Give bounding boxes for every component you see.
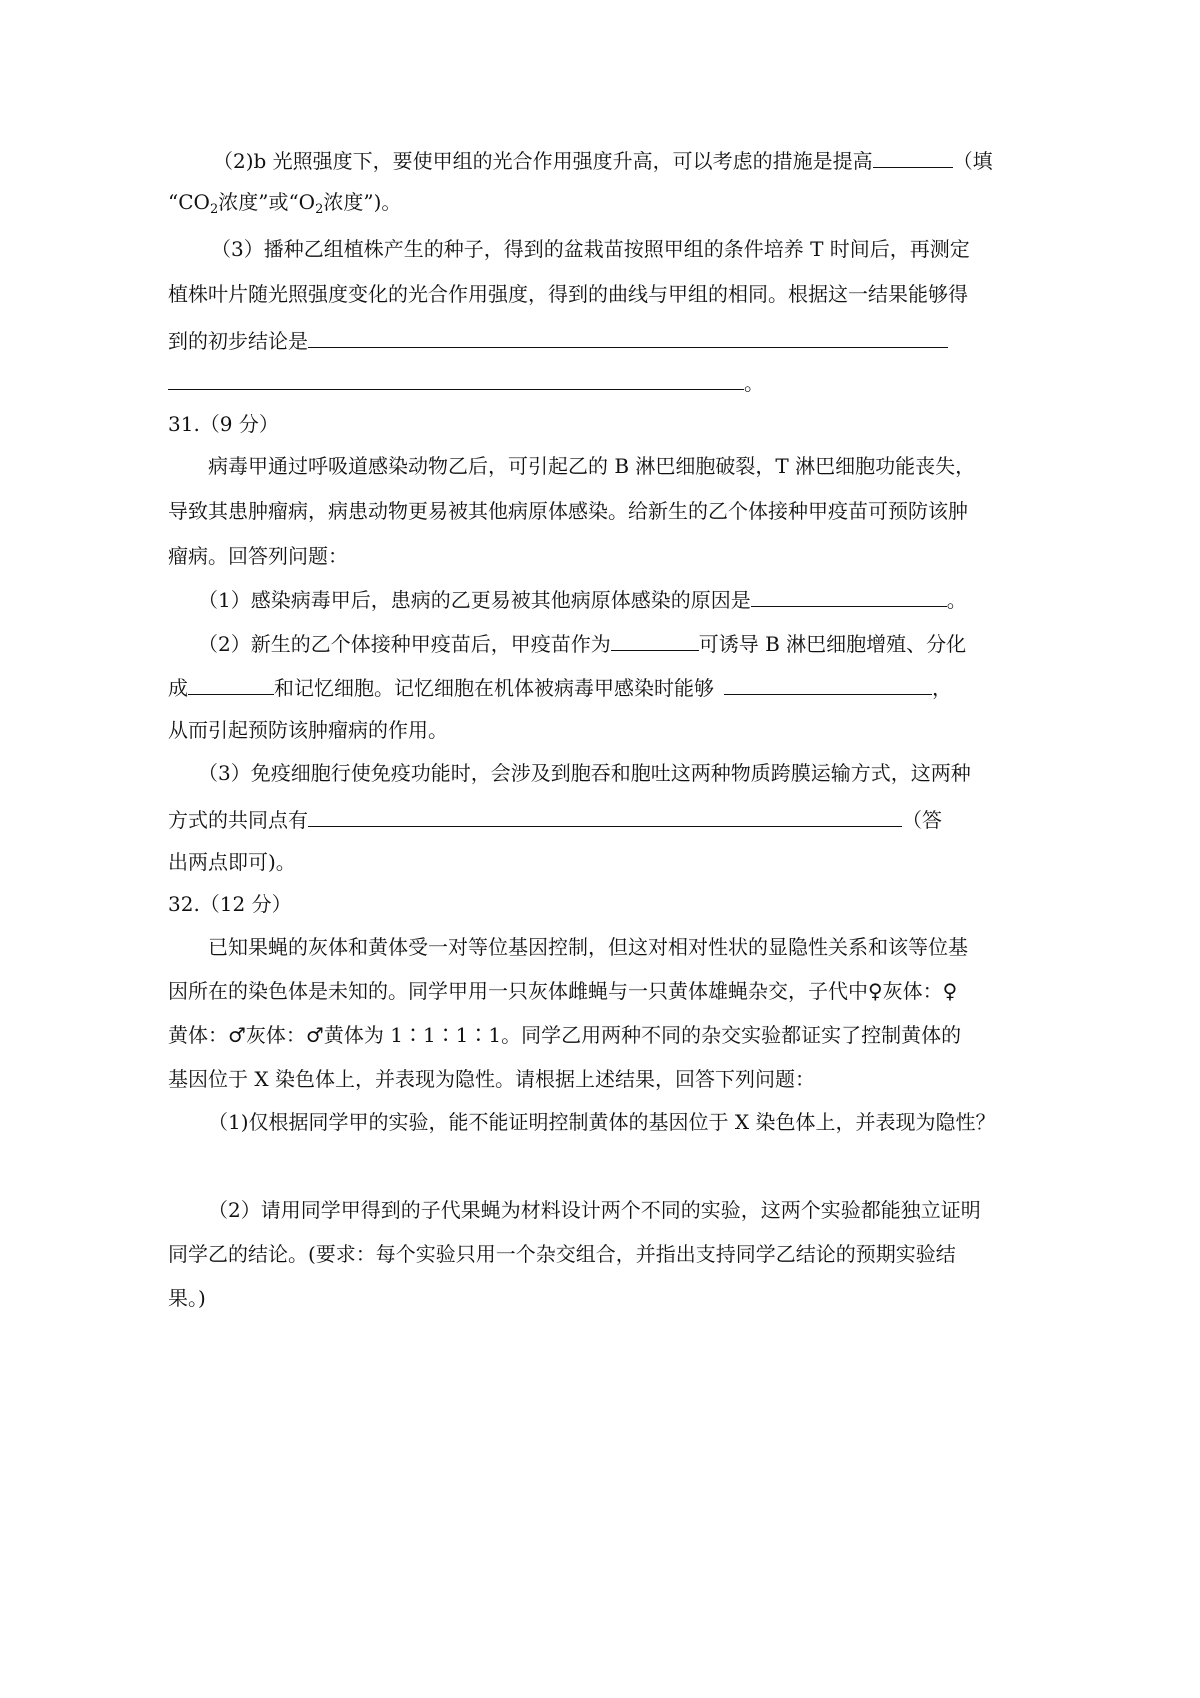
- q32-intro-line1: 已知果蝇的灰体和黄体受一对等位基因控制，但这对相对性状的显隐性关系和该等位基: [208, 935, 968, 959]
- q30-part2-line2: [168, 188, 401, 216]
- q31-part2-line3: 从而引起预防该肿瘤病的作用。: [168, 718, 448, 742]
- answer-blank[interactable]: [751, 584, 947, 607]
- q32-part2-line3: 果。): [168, 1286, 206, 1310]
- q31-part3-line2: [168, 804, 942, 834]
- q30-part3-line3: [168, 325, 948, 355]
- co2-subscript: 2: [209, 202, 219, 217]
- q31-part3-line3: 出两点即可)。: [168, 850, 296, 874]
- q31-header: 31.（9 分）: [168, 412, 279, 436]
- o2-subscript: 2: [315, 202, 324, 217]
- q30-part3-end: 。: [744, 371, 764, 395]
- answer-blank[interactable]: [873, 145, 953, 168]
- q31-part3-text: 方式的共同点有: [168, 808, 308, 832]
- q31-part1-text: （1）感染病毒甲后，患病的乙更易被其他病原体感染的原因是: [198, 588, 751, 612]
- q31-part3-line1: （3）免疫细胞行使免疫功能时，会涉及到胞吞和胞吐这两种物质跨膜运输方式，这两种: [198, 761, 971, 785]
- q31-part2-text-e: ，: [932, 676, 952, 700]
- answer-blank[interactable]: [724, 672, 932, 695]
- q31-intro-line1: 病毒甲通过呼吸道感染动物乙后，可引起乙的 B 淋巴细胞破裂，T 淋巴细胞功能丧失，: [208, 454, 976, 478]
- q31-part2-line2: [168, 672, 952, 702]
- q31-part2-text: （2）新生的乙个体接种甲疫苗后，甲疫苗作为: [198, 632, 611, 656]
- q31-part3-text-c: （答: [902, 808, 942, 832]
- q30-part2-line1: [213, 145, 993, 175]
- q31-intro-line2: 导致其患肿瘤病，病患动物更易被其他病原体感染。给新生的乙个体接种甲疫苗可预防该肿: [168, 499, 968, 523]
- q32-part1: （1)仅根据同学甲的实验，能不能证明控制黄体的基因位于 X 染色体上，并表现为隐性？: [208, 1110, 996, 1134]
- answer-blank[interactable]: [168, 367, 744, 390]
- q31-part1-end: 。: [946, 588, 967, 612]
- o2-label: 浓度”或“O: [218, 190, 316, 214]
- q31-part2-text-c: 成: [168, 676, 188, 700]
- q30-part2-fill-hint: （填: [952, 149, 993, 173]
- q31-part1: [198, 584, 967, 614]
- co2-label: “CO: [168, 190, 210, 214]
- q30-part3-line4: [168, 367, 764, 397]
- q32-intro-line2: 因所在的染色体是未知的。同学甲用一只灰体雌蝇与一只黄体雄蝇杂交，子代中♀灰体：♀: [168, 979, 958, 1003]
- q31-part2-text-d: 和记忆细胞。记忆细胞在机体被病毒甲感染时能够: [274, 676, 714, 700]
- q30-part2-end: 浓度”)。: [323, 190, 402, 214]
- q30-part3-line1: （3）播种乙组植株产生的种子，得到的盆栽苗按照甲组的条件培养 T 时间后，再测定: [211, 237, 970, 261]
- q32-intro-line3: 黄体：♂灰体：♂黄体为 1∶1∶1∶1。同学乙用两种不同的杂交实验都证实了控制黄体的: [168, 1023, 962, 1047]
- q32-part2-line1: （2）请用同学甲得到的子代果蝇为材料设计两个不同的实验，这两个实验都能独立证明: [208, 1198, 981, 1222]
- answer-blank[interactable]: [611, 628, 699, 651]
- q31-part2-line1: [198, 628, 966, 658]
- answer-blank[interactable]: [308, 325, 948, 348]
- q30-part3-prompt: 到的初步结论是: [168, 329, 308, 353]
- q32-part2-line2: 同学乙的结论。(要求：每个实验只用一个杂交组合，并指出支持同学乙结论的预期实验结: [168, 1242, 956, 1266]
- answer-blank[interactable]: [188, 672, 274, 695]
- answer-blank[interactable]: [308, 804, 902, 827]
- q31-part2-text-b: 可诱导 B 淋巴细胞增殖、分化: [698, 632, 967, 656]
- q32-intro-line4: 基因位于 X 染色体上，并表现为隐性。请根据上述结果，回答下列问题：: [168, 1067, 815, 1091]
- q31-intro-line3: 瘤病。回答列问题：: [168, 544, 348, 568]
- q32-header: 32.（12 分）: [168, 892, 292, 916]
- q30-part3-line2: 植株叶片随光照强度变化的光合作用强度，得到的曲线与甲组的相同。根据这一结果能够得: [168, 282, 968, 306]
- q30-part2-text: （2)b 光照强度下，要使甲组的光合作用强度升高，可以考虑的措施是提高: [213, 149, 873, 173]
